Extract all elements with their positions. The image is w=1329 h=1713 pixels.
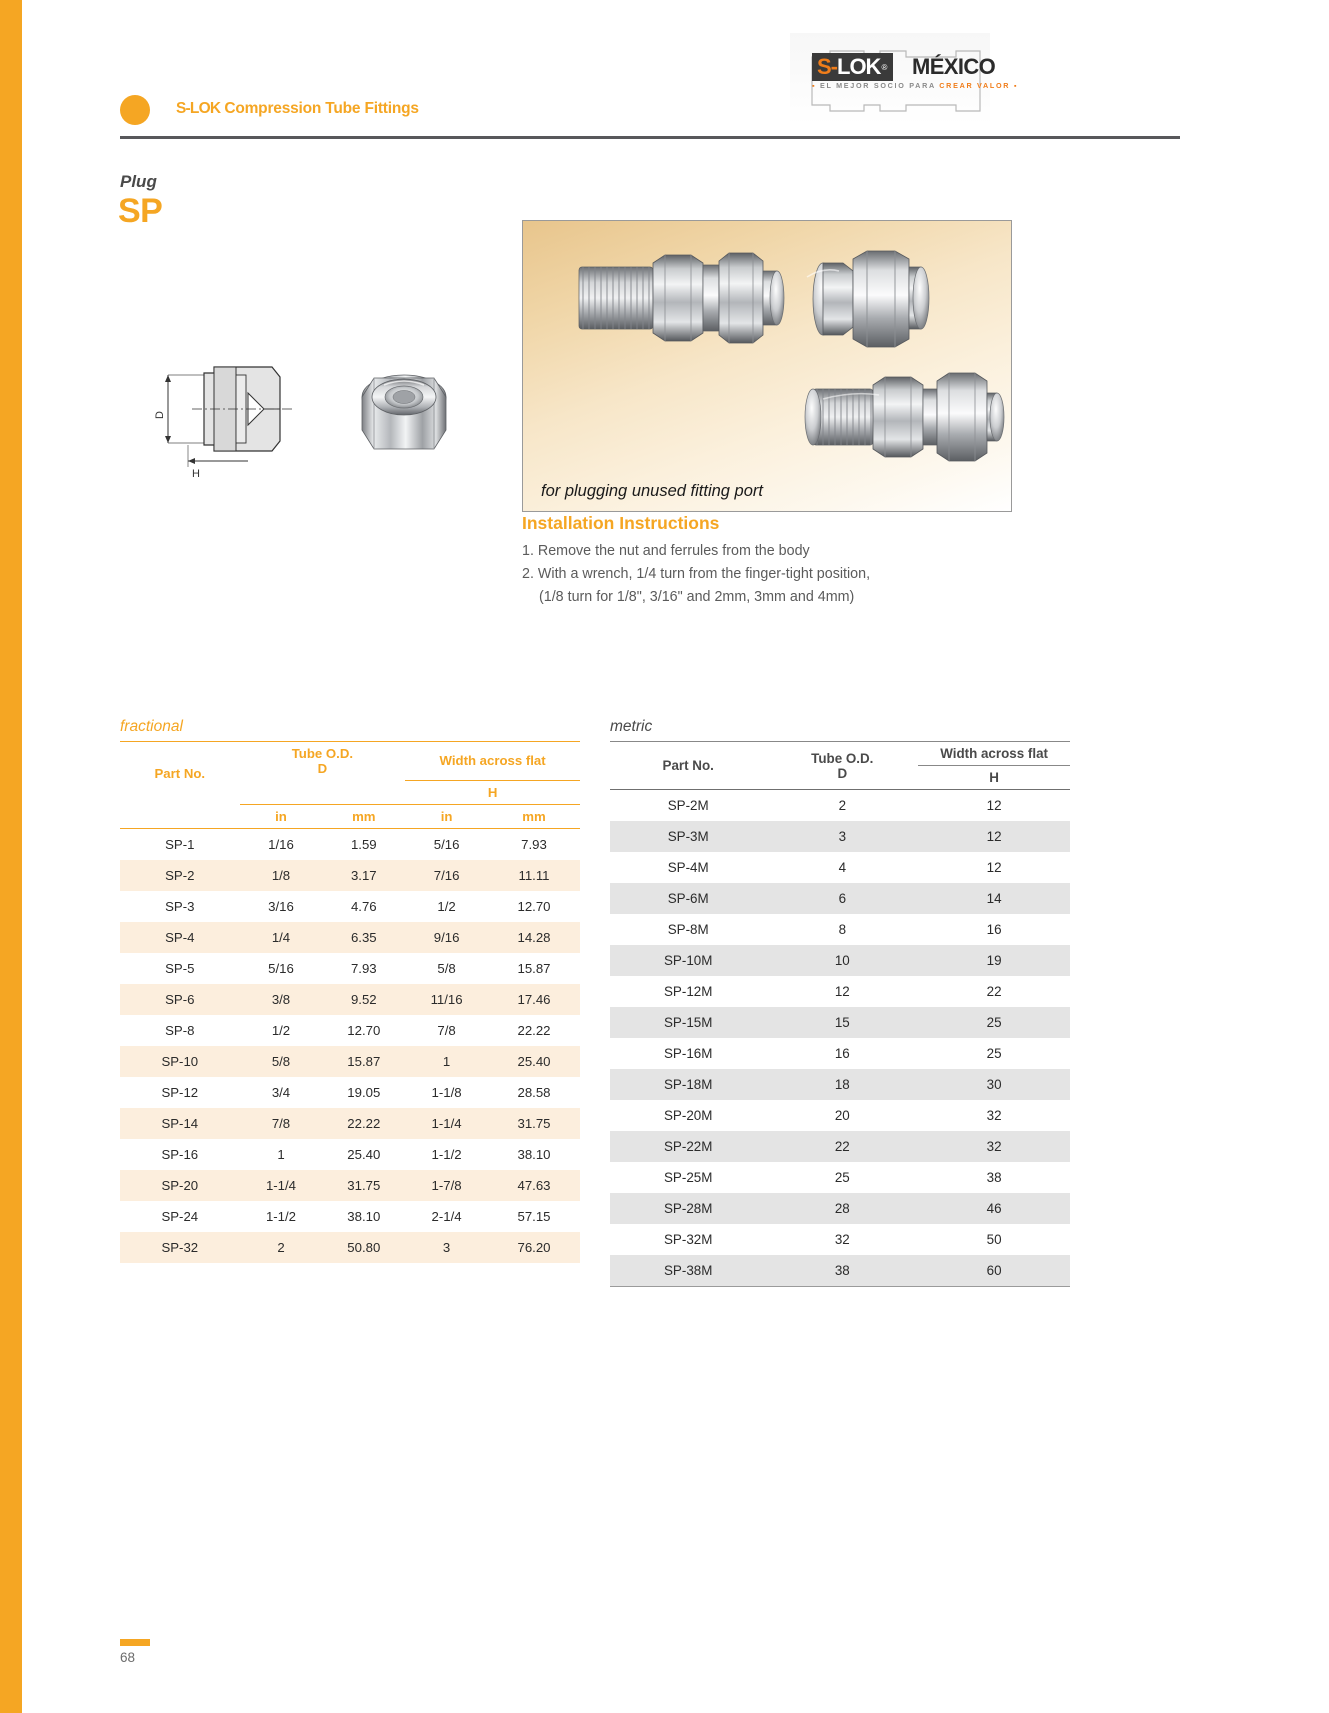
metric-header-tube-od-symbol: D — [837, 765, 848, 781]
cell-width-flat: 32 — [918, 1131, 1070, 1162]
cell-width-flat-in: 11/16 — [405, 984, 488, 1015]
cell-part-no: SP-8M — [667, 922, 709, 937]
metric-table-body — [610, 790, 1070, 1287]
fractional-header-tube-od-symbol: D — [317, 761, 328, 776]
cell-width-flat: 12 — [918, 821, 1070, 852]
cell-tube-od-in: 7/8 — [240, 1108, 323, 1139]
logo-slogan-dash-left: ▪ — [812, 81, 817, 90]
cell-width-flat: 16 — [986, 922, 1002, 937]
left-accent-bar — [0, 0, 22, 1713]
table-row — [610, 1131, 1070, 1162]
plug-photo — [344, 352, 464, 482]
cell-tube-od-mm: 19.05 — [347, 1084, 381, 1100]
cell-width-flat-in: 1/2 — [437, 898, 456, 914]
cell-tube-od-mm: 6.35 — [322, 922, 405, 953]
fractional-header-blank — [120, 804, 240, 828]
dimension-label-d: D — [154, 411, 166, 419]
cell-width-flat-mm: 31.75 — [488, 1108, 580, 1139]
cell-part-no: SP-4 — [120, 922, 240, 953]
cell-tube-od-mm: 25.40 — [347, 1146, 381, 1162]
cell-part-no: SP-28M — [610, 1193, 766, 1224]
cell-tube-od: 10 — [766, 945, 918, 976]
table-row — [610, 1100, 1070, 1131]
metric-header-width-flat-symbol: H — [989, 770, 999, 785]
logo-registered-icon: ® — [881, 62, 888, 72]
cell-tube-od-mm: 3.17 — [322, 860, 405, 891]
table-row — [120, 953, 580, 984]
logo-slogan — [812, 81, 1018, 90]
cell-tube-od: 6 — [766, 883, 918, 914]
cell-width-flat: 25 — [986, 1046, 1002, 1061]
cell-tube-od: 3 — [766, 821, 918, 852]
cell-tube-od-mm: 31.75 — [322, 1170, 405, 1201]
cell-width-flat: 19 — [918, 945, 1070, 976]
logo-mark-lok: LOK — [837, 54, 881, 79]
cell-width-flat: 12 — [986, 860, 1002, 875]
cell-width-flat: 32 — [986, 1108, 1002, 1123]
cell-tube-od-in: 3/8 — [240, 984, 323, 1015]
fractional-table-block — [120, 718, 580, 1263]
installation-step-1: 1. Remove the nut and ferrules from the body — [522, 543, 810, 559]
cell-part-no: SP-15M — [610, 1007, 766, 1038]
table-row — [120, 1077, 580, 1108]
table-row — [120, 1201, 580, 1232]
orange-dot-icon — [120, 95, 150, 125]
cell-part-no: SP-14 — [120, 1108, 240, 1139]
table-row — [120, 1170, 580, 1201]
fitting-plug-cap — [807, 251, 929, 347]
table-row — [120, 891, 580, 922]
cell-tube-od: 18 — [766, 1069, 918, 1100]
cell-width-flat-in: 3 — [405, 1232, 488, 1263]
cell-tube-od-in: 1/8 — [240, 860, 323, 891]
table-row — [610, 883, 1070, 914]
cell-part-no: SP-10M — [610, 945, 766, 976]
installation-step-2-note: (1/8 turn for 1/8", 3/16" and 2mm, 3mm and 4mm) — [539, 589, 855, 606]
fractional-table-body — [120, 828, 580, 1263]
cell-part-no: SP-1 — [165, 836, 195, 852]
fitting-full-assembly — [805, 373, 1004, 461]
cell-width-flat-in: 5/16 — [433, 836, 460, 852]
cell-width-flat-mm: 22.22 — [517, 1022, 551, 1038]
cell-tube-od-mm: 22.22 — [322, 1108, 405, 1139]
table-row — [610, 1255, 1070, 1287]
installation-instructions — [522, 513, 1062, 609]
cell-tube-od: 16 — [834, 1046, 850, 1061]
table-row — [610, 1193, 1070, 1224]
cell-width-flat: 38 — [986, 1170, 1002, 1185]
fractional-header-d-in: in — [240, 804, 323, 828]
table-row — [120, 922, 580, 953]
cell-part-no: SP-10 — [120, 1046, 240, 1077]
fitting-assembly-photo — [523, 221, 1012, 512]
cell-width-flat: 50 — [986, 1232, 1002, 1247]
cell-tube-od-in: 3/4 — [271, 1084, 291, 1100]
table-row — [610, 1007, 1070, 1038]
cell-width-flat: 14 — [918, 883, 1070, 914]
cell-width-flat-mm: 11.11 — [488, 860, 580, 891]
cell-tube-od-in: 1 — [277, 1146, 285, 1162]
cell-width-flat: 12 — [986, 798, 1002, 813]
table-row — [610, 821, 1070, 852]
cell-tube-od: 32 — [834, 1232, 850, 1247]
cell-tube-od-in: 1/16 — [268, 836, 294, 852]
cell-part-no: SP-4M — [667, 860, 709, 875]
logo-country: MÉXICO — [912, 54, 996, 79]
table-row — [610, 1162, 1070, 1193]
table-row — [610, 852, 1070, 883]
metric-header-part-no: Part No. — [610, 742, 766, 790]
logo-badge — [812, 53, 893, 81]
header-brand: S-LOK — [176, 100, 221, 117]
cell-tube-od-in: 3/16 — [268, 898, 294, 914]
cell-tube-od: 38 — [766, 1255, 918, 1287]
cell-tube-od-in: 5/16 — [268, 960, 294, 976]
cell-part-no: SP-38M — [610, 1255, 766, 1287]
metric-header-tube-od-label: Tube O.D. — [811, 750, 874, 766]
metric-header-width-flat: Width across flat — [918, 742, 1070, 766]
logo-slogan-dash-right: ▪ — [1013, 81, 1019, 90]
table-row — [120, 1015, 580, 1046]
product-code: SP — [118, 192, 163, 230]
cell-part-no: SP-18M — [610, 1069, 766, 1100]
table-row — [610, 914, 1070, 945]
cell-width-flat: 25 — [918, 1007, 1070, 1038]
fractional-header-part-no: Part No. — [120, 742, 240, 805]
cell-part-no: SP-16 — [161, 1146, 199, 1162]
footer-accent-bar — [120, 1639, 150, 1646]
table-row — [610, 1069, 1070, 1100]
plug-line-drawing — [152, 355, 312, 480]
application-photo-panel — [522, 220, 1012, 512]
cell-width-flat: 60 — [918, 1255, 1070, 1287]
table-row — [610, 945, 1070, 976]
cell-part-no: SP-20 — [120, 1170, 240, 1201]
cell-width-flat: 46 — [918, 1193, 1070, 1224]
table-row — [610, 790, 1070, 822]
cell-width-flat-in: 1 — [405, 1046, 488, 1077]
cell-tube-od-mm: 50.80 — [322, 1232, 405, 1263]
page-number: 68 — [120, 1650, 136, 1665]
photo-caption: for plugging unused fitting port — [541, 482, 763, 500]
cell-width-flat-mm: 15.87 — [517, 960, 551, 976]
cell-part-no: SP-2M — [667, 798, 709, 813]
cell-tube-od: 4 — [838, 860, 847, 875]
cell-tube-od-mm: 9.52 — [322, 984, 405, 1015]
installation-step-2: 2. With a wrench, 1/4 turn from the finger-tight position, — [522, 566, 871, 583]
cell-width-flat: 30 — [918, 1069, 1070, 1100]
logo-slogan-accent: CREAR VALOR — [939, 81, 1011, 90]
cell-width-flat-in: 7/8 — [437, 1022, 456, 1038]
cell-width-flat-mm: 76.20 — [488, 1232, 580, 1263]
cell-tube-od-mm: 15.87 — [322, 1046, 405, 1077]
cell-width-flat-in: 1-1/8 — [431, 1084, 462, 1100]
page-content — [22, 0, 1329, 1713]
fractional-header-width-flat: Width across flat — [405, 742, 580, 781]
cell-part-no: SP-12M — [664, 984, 713, 999]
cell-tube-od: 20 — [834, 1108, 850, 1123]
fractional-header-h-mm: mm — [488, 804, 580, 828]
cell-part-no: SP-32 — [120, 1232, 240, 1263]
cell-part-no: SP-25M — [664, 1170, 713, 1185]
table-row — [610, 976, 1070, 1007]
page-header — [120, 95, 1180, 141]
fractional-caption: fractional — [120, 718, 183, 735]
cell-tube-od-mm: 1.59 — [350, 836, 377, 852]
cell-tube-od-in: 1-1/2 — [265, 1208, 297, 1224]
cell-tube-od-in: 1/2 — [271, 1022, 291, 1038]
cell-width-flat-mm: 25.40 — [488, 1046, 580, 1077]
cell-tube-od: 8 — [838, 922, 847, 937]
cell-tube-od: 15 — [766, 1007, 918, 1038]
metric-table — [610, 741, 1070, 1287]
installation-heading: Installation Instructions — [522, 513, 720, 533]
cell-width-flat: 22 — [986, 984, 1002, 999]
cell-width-flat-in: 1-1/4 — [405, 1108, 488, 1139]
fractional-table — [120, 741, 580, 1263]
cell-tube-od-in: 2 — [240, 1232, 323, 1263]
cell-tube-od: 28 — [766, 1193, 918, 1224]
cell-part-no: SP-3 — [165, 898, 195, 914]
cell-width-flat-mm: 17.46 — [488, 984, 580, 1015]
table-row — [120, 1046, 580, 1077]
cell-part-no: SP-32M — [664, 1232, 713, 1247]
cell-tube-od-in: 5/8 — [240, 1046, 323, 1077]
cell-tube-od-mm: 7.93 — [350, 960, 377, 976]
fitting-male-connector — [579, 253, 784, 343]
cell-width-flat-in: 1-1/2 — [431, 1146, 462, 1162]
cell-tube-od-mm: 4.76 — [350, 898, 377, 914]
table-row — [120, 1139, 580, 1170]
table-row — [120, 1108, 580, 1139]
cell-part-no: SP-12 — [161, 1084, 199, 1100]
cell-width-flat-in: 7/16 — [405, 860, 488, 891]
cell-width-flat-mm: 57.15 — [517, 1208, 551, 1224]
cell-tube-od-mm: 12.70 — [347, 1022, 381, 1038]
fractional-header-d-mm: mm — [322, 804, 405, 828]
cell-width-flat-mm: 7.93 — [521, 836, 547, 852]
cell-tube-od-in: 1/4 — [240, 922, 323, 953]
header-tagline: Compression Tube Fittings — [224, 100, 419, 117]
cell-width-flat-mm: 47.63 — [488, 1170, 580, 1201]
fractional-header-h-in: in — [405, 804, 488, 828]
metric-table-block — [610, 718, 1070, 1287]
cell-tube-od: 12 — [834, 984, 850, 999]
table-row — [120, 828, 580, 860]
cell-tube-od: 22 — [766, 1131, 918, 1162]
header-title — [176, 100, 419, 118]
cell-part-no: SP-24 — [161, 1208, 199, 1224]
cell-part-no: SP-6 — [120, 984, 240, 1015]
cell-part-no: SP-8 — [165, 1022, 195, 1038]
cell-width-flat-in: 9/16 — [405, 922, 488, 953]
product-category: Plug — [120, 172, 157, 191]
cell-width-flat-mm: 14.28 — [488, 922, 580, 953]
fractional-header-tube-od-label: Tube O.D. — [291, 746, 354, 761]
table-row — [120, 860, 580, 891]
logo-mark-s: S- — [817, 54, 837, 79]
cell-width-flat-in: 5/8 — [437, 960, 456, 976]
table-row — [120, 984, 580, 1015]
cell-width-flat-mm: 12.70 — [517, 898, 551, 914]
logo-slogan-gray: EL MEJOR SOCIO PARA — [819, 81, 936, 90]
cell-width-flat-mm: 38.10 — [517, 1146, 551, 1162]
cell-part-no: SP-5 — [165, 960, 195, 976]
metric-header-tube-od — [766, 742, 918, 790]
fractional-header-tube-od-spacer — [240, 780, 406, 804]
table-row — [610, 1038, 1070, 1069]
cell-part-no: SP-20M — [664, 1108, 713, 1123]
cell-width-flat-in: 1-7/8 — [405, 1170, 488, 1201]
cell-part-no: SP-16M — [664, 1046, 713, 1061]
fractional-header-width-flat-symbol: H — [405, 780, 580, 804]
table-row — [610, 1224, 1070, 1255]
fractional-header-tube-od — [240, 742, 406, 781]
cell-part-no: SP-6M — [610, 883, 766, 914]
cell-tube-od-mm: 38.10 — [347, 1208, 381, 1224]
cell-part-no: SP-3M — [610, 821, 766, 852]
company-logo — [790, 33, 1019, 125]
cell-tube-od: 25 — [834, 1170, 850, 1185]
cell-part-no: SP-2 — [120, 860, 240, 891]
metric-caption: metric — [610, 718, 653, 735]
cell-part-no: SP-22M — [610, 1131, 766, 1162]
dimension-label-h: H — [192, 468, 200, 480]
table-row — [120, 1232, 580, 1263]
header-divider — [120, 136, 1180, 139]
cell-width-flat-mm: 28.58 — [517, 1084, 551, 1100]
cell-tube-od: 2 — [838, 798, 847, 813]
cell-width-flat-in: 2-1/4 — [431, 1208, 462, 1224]
cell-tube-od-in: 1-1/4 — [240, 1170, 323, 1201]
